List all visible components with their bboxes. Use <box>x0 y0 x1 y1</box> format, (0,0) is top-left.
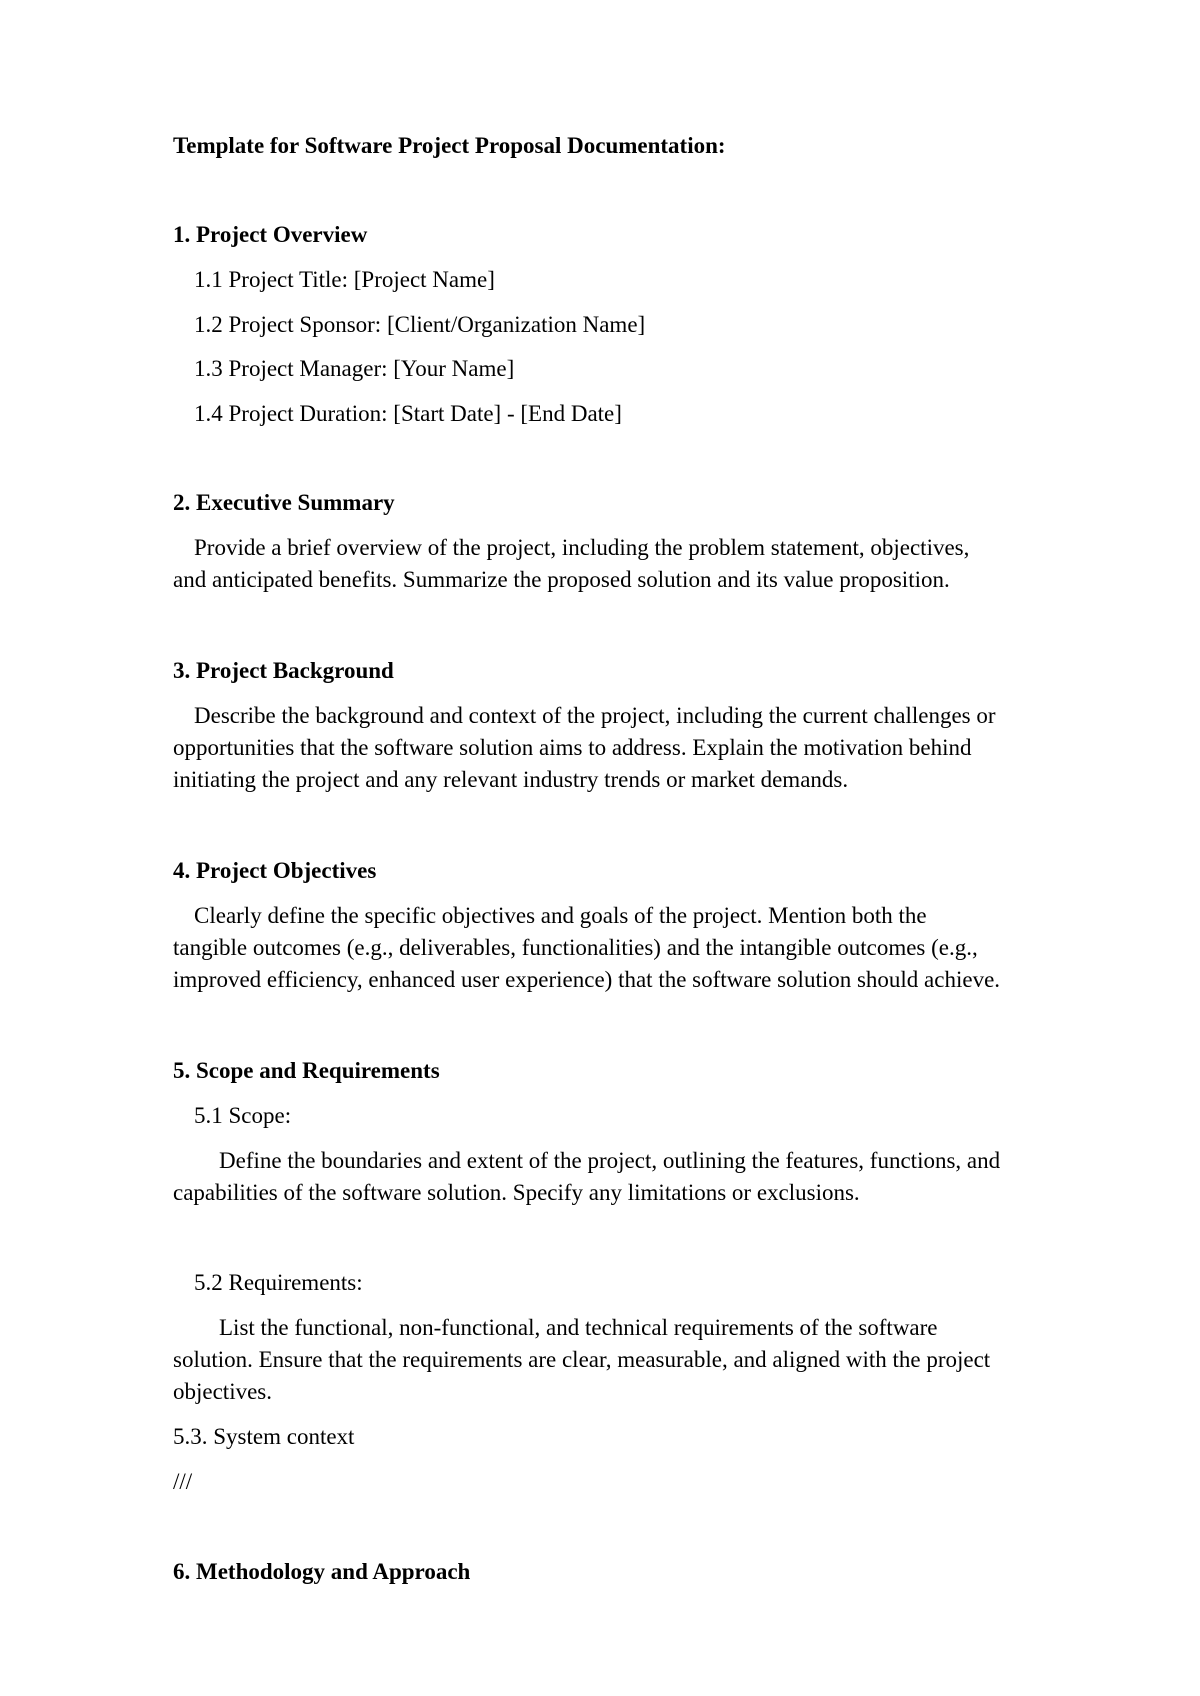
paragraph-line: improved efficiency, enhanced user experience) that the software solution should achieve. <box>173 967 1001 992</box>
paragraph-line: solution. Ensure that the requirements are clear, measurable, and aligned with the project <box>173 1347 991 1372</box>
paragraph-line: objectives. <box>173 1379 272 1404</box>
project-sponsor-line: 1.2 Project Sponsor: [Client/Organization Name] <box>194 312 646 337</box>
project-title-line: 1.1 Project Title: [Project Name] <box>194 267 495 292</box>
project-manager-line: 1.3 Project Manager: [Your Name] <box>194 356 515 381</box>
paragraph-line: tangible outcomes (e.g., deliverables, functionalities) and the intangible outcomes (e.g., <box>173 935 978 960</box>
system-context-label: 5.3. System context <box>173 1424 355 1449</box>
paragraph-line: initiating the project and any relevant industry trends or market demands. <box>173 767 849 792</box>
paragraph-line: capabilities of the software solution. Specify any limitations or exclusions. <box>173 1180 860 1205</box>
paragraph-line: opportunities that the software solution aims to address. Explain the motivation behind <box>173 735 972 760</box>
section-heading-project-background: 3. Project Background <box>173 658 394 683</box>
section-heading-methodology: 6. Methodology and Approach <box>173 1559 471 1584</box>
project-duration-line: 1.4 Project Duration: [Start Date] - [End Date] <box>194 401 622 426</box>
paragraph-line: Define the boundaries and extent of the project, outlining the features, functions, and <box>219 1148 1001 1173</box>
paragraph-line: and anticipated benefits. Summarize the proposed solution and its value proposition. <box>173 567 950 592</box>
document-title: Template for Software Project Proposal Documentation: <box>173 133 726 158</box>
section-heading-project-objectives: 4. Project Objectives <box>173 858 377 883</box>
scope-label: 5.1 Scope: <box>194 1103 292 1128</box>
requirements-label: 5.2 Requirements: <box>194 1270 363 1295</box>
paragraph-line: List the functional, non-functional, and technical requirements of the software <box>219 1315 938 1340</box>
system-context-placeholder: /// <box>173 1469 193 1494</box>
section-heading-project-overview: 1. Project Overview <box>173 222 368 247</box>
paragraph-line: Clearly define the specific objectives and goals of the project. Mention both the <box>194 903 927 928</box>
section-heading-scope-requirements: 5. Scope and Requirements <box>173 1058 440 1083</box>
paragraph-line: Describe the background and context of the project, including the current challenges or <box>194 703 996 728</box>
section-heading-executive-summary: 2. Executive Summary <box>173 490 395 515</box>
paragraph-line: Provide a brief overview of the project, including the problem statement, objectives, <box>194 535 970 560</box>
